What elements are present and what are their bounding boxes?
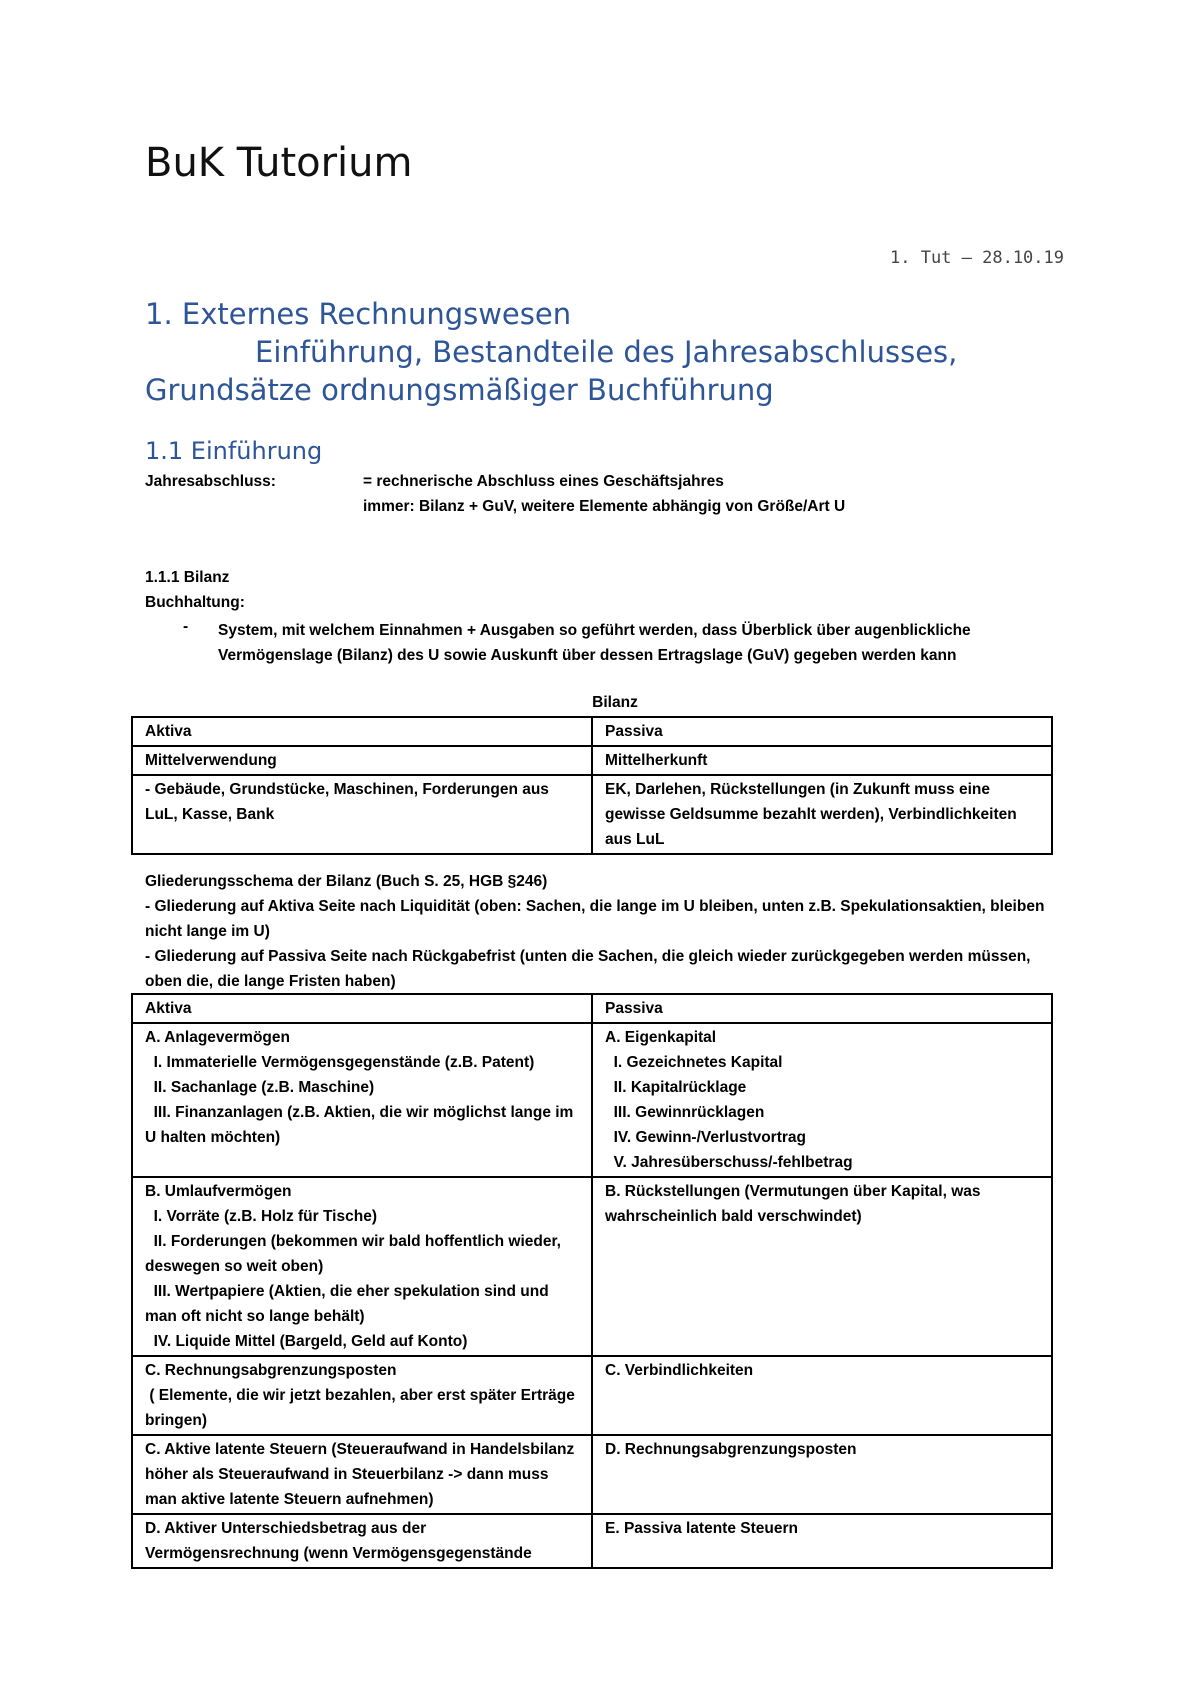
cell-line: D. Aktiver Unterschiedsbetrag aus der Vermögensrechnung (wenn Vermögensgegenstände xyxy=(145,1520,532,1562)
table-cell xyxy=(132,1435,592,1514)
heading-1-line-2: Einführung, Bestandteile des Jahresabschlusses, xyxy=(255,335,958,369)
table-row xyxy=(132,1023,1052,1177)
cell-line: II. Kapitalrücklage xyxy=(605,1079,747,1096)
table-cell: Mittelverwendung xyxy=(132,746,592,775)
table-cell xyxy=(592,1514,1052,1568)
cell-line: II. Sachanlage (z.B. Maschine) xyxy=(145,1079,375,1096)
cell-line: I. Immaterielle Vermögensgegenstände (z.B. Patent) xyxy=(145,1054,535,1071)
table-cell: Mittelherkunft xyxy=(592,746,1052,775)
table-cell xyxy=(592,1023,1052,1177)
paragraph-line-1: Gliederungsschema der Bilanz (Buch S. 25, HGB §246) xyxy=(145,873,548,890)
cell-line: C. Aktive latente Steuern (Steueraufwand in Handelsbilanz höher als Steueraufwand in Steuerbilanz -> dann muss man aktive latente Steuern aufnehmen) xyxy=(145,1441,579,1508)
table-row xyxy=(132,1177,1052,1356)
cell-line: ( Elemente, die wir jetzt bezahlen, aber erst später Erträge bringen) xyxy=(145,1387,580,1429)
table-cell xyxy=(132,1514,592,1568)
table-row xyxy=(132,1435,1052,1514)
cell-line: II. Forderungen (bekommen wir bald hoffentlich wieder, deswegen so weit oben) xyxy=(145,1233,566,1275)
definition-line-2: immer: Bilanz + GuV, weitere Elemente abhängig von Größe/Art U xyxy=(363,498,846,515)
document-title: BuK Tutorium xyxy=(145,140,413,186)
cell-line: B. Umlaufvermögen xyxy=(145,1183,292,1200)
table-cell: Passiva xyxy=(592,717,1052,746)
table-row xyxy=(132,717,1052,746)
cell-line: III. Finanzanlagen (z.B. Aktien, die wir möglichst lange im U halten möchten) xyxy=(145,1104,578,1146)
cell-line: D. Rechnungsabgrenzungsposten xyxy=(605,1441,857,1458)
table-cell: Aktiva xyxy=(132,994,592,1023)
table-cell xyxy=(592,1356,1052,1435)
table-cell: Aktiva xyxy=(132,717,592,746)
heading-2: 1.1 Einführung xyxy=(145,437,323,465)
definition-line-1: = rechnerische Abschluss eines Geschäftsjahres xyxy=(363,473,724,490)
table-cell: Passiva xyxy=(592,994,1052,1023)
cell-line: C. Verbindlichkeiten xyxy=(605,1362,754,1379)
table-row xyxy=(132,1356,1052,1435)
cell-line: III. Wertpapiere (Aktien, die eher spekulation sind und man oft nicht so lange behält) xyxy=(145,1283,553,1325)
cell-line: C. Rechnungsabgrenzungsposten xyxy=(145,1362,397,1379)
table-cell xyxy=(132,1356,592,1435)
table-row xyxy=(132,1514,1052,1568)
cell-line: V. Jahresüberschuss/-fehlbetrag xyxy=(605,1154,853,1171)
heading-3: 1.1.1 Bilanz xyxy=(145,569,230,586)
gliederung-paragraph xyxy=(145,869,1065,994)
cell-line: B. Rückstellungen (Vermutungen über Kapital, was wahrscheinlich bald verschwindet) xyxy=(605,1183,985,1225)
bullet-text: System, mit welchem Einnahmen + Ausgaben so geführt werden, dass Überblick über augenblickliche Vermögenslage (Bilanz) des U sowie Auskunft über dessen Ertragslage (GuV) gegeben werden kann xyxy=(218,622,971,664)
cell-line: IV. Liquide Mittel (Bargeld, Geld auf Konto) xyxy=(145,1333,468,1350)
table-cell: - Gebäude, Grundstücke, Maschinen, Forderungen aus LuL, Kasse, Bank xyxy=(132,775,592,854)
table-row xyxy=(132,746,1052,775)
table-cell xyxy=(592,1435,1052,1514)
bilanz-table xyxy=(131,716,1053,855)
table-row xyxy=(132,775,1052,854)
cell-line: E. Passiva latente Steuern xyxy=(605,1520,798,1537)
cell-line: A. Anlagevermögen xyxy=(145,1029,290,1046)
heading-1-line-3: Grundsätze ordnungsmäßiger Buchführung xyxy=(145,373,774,407)
cell-line: III. Gewinnrücklagen xyxy=(605,1104,765,1121)
heading-1-line-1: 1. Externes Rechnungswesen xyxy=(145,297,572,331)
gliederung-table xyxy=(131,993,1053,1569)
buchhaltung-label: Buchhaltung: xyxy=(145,594,245,611)
table-cell xyxy=(592,1177,1052,1356)
paragraph-line-3: - Gliederung auf Passiva Seite nach Rückgabefrist (unten die Sachen, die gleich wieder zurückgegeben werden müssen, oben die, die lange Fristen haben) xyxy=(145,948,1031,990)
definition-term: Jahresabschluss: xyxy=(145,473,276,490)
table-cell xyxy=(132,1023,592,1177)
cell-line: IV. Gewinn-/Verlustvortrag xyxy=(605,1129,806,1146)
bullet-marker: - xyxy=(183,618,189,635)
paragraph-line-2: - Gliederung auf Aktiva Seite nach Liquidität (oben: Sachen, die lange im U bleiben, unten z.B. Spekulationsaktien, bleiben nicht lange im U) xyxy=(145,898,1045,940)
table-row xyxy=(132,994,1052,1023)
date-line: 1. Tut – 28.10.19 xyxy=(890,248,1064,268)
table-cell xyxy=(132,1177,592,1356)
cell-line: I. Vorräte (z.B. Holz für Tische) xyxy=(145,1208,377,1225)
table-caption: Bilanz xyxy=(592,694,638,711)
table-cell: EK, Darlehen, Rückstellungen (in Zukunft muss eine gewisse Geldsumme bezahlt werden), Verbindlichkeiten aus LuL xyxy=(592,775,1052,854)
cell-line: A. Eigenkapital xyxy=(605,1029,717,1046)
cell-line: I. Gezeichnetes Kapital xyxy=(605,1054,783,1071)
heading-1 xyxy=(145,295,1095,409)
